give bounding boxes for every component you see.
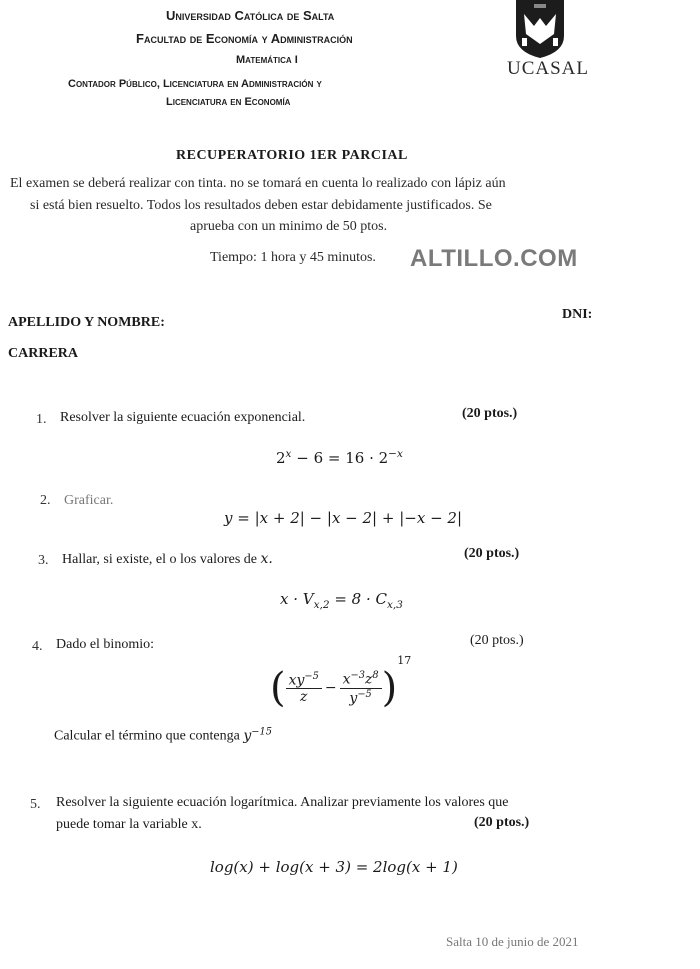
q3-points: (20 ptos.) bbox=[464, 546, 520, 561]
q5-text-line1: Resolver la siguiente ecuación logarítmica. Analizar previamente los valores que bbox=[56, 795, 509, 810]
logo-wordmark: UCASAL bbox=[507, 58, 590, 79]
q3-equation: $x \cdot V_{x,2} = 8 \cdot C_{x,3}$ bbox=[280, 590, 403, 611]
q2-number: 2. bbox=[40, 493, 51, 508]
q5-number: 5. bbox=[30, 797, 41, 812]
programs-line2: Licenciatura en Economía bbox=[166, 96, 291, 108]
q4-binomial: ( $\frac{xy^{-5}}{z}$ − $\frac{x^{-3}z^8}{y^{-5}}$ )$^{17}$ bbox=[270, 654, 412, 711]
instructions-line3: aprueba con un minimo de 50 ptos. bbox=[190, 219, 388, 234]
q4-followup: Calcular el término que contenga $y^{-15}$ bbox=[54, 726, 272, 744]
q2-equation: y = |x + 2| − |x − 2| + |−x − 2| bbox=[224, 509, 463, 527]
instructions-line1: El examen se deberá realizar con tinta. no se tomará en cuenta lo realizado con lápiz aún bbox=[10, 176, 506, 191]
university-shield-logo bbox=[514, 0, 566, 58]
q1-points: (20 ptos.) bbox=[462, 406, 518, 421]
time-limit: Tiempo: 1 hora y 45 minutos. bbox=[210, 250, 376, 265]
dni-label: DNI: bbox=[562, 307, 593, 322]
name-label: APELLIDO Y NOMBRE: bbox=[8, 315, 165, 330]
q3-text: Hallar, si existe, el o los valores de x. bbox=[62, 551, 273, 567]
q4-points: (20 ptos.) bbox=[470, 633, 524, 648]
exam-title: RECUPERATORIO 1ER PARCIAL bbox=[176, 148, 408, 163]
q4-text: Dado el binomio: bbox=[56, 637, 154, 652]
course-name: Matemática I bbox=[236, 54, 298, 66]
watermark: ALTILLO.COM bbox=[410, 245, 578, 272]
q3-number: 3. bbox=[38, 553, 49, 568]
q5-text-line2: puede tomar la variable x. bbox=[56, 817, 202, 832]
instructions-line2: si está bien resuelto. Todos los resultados deben estar debidamente justificados. Se bbox=[30, 198, 492, 213]
programs-line1: Contador Público, Licenciatura en Administración y bbox=[68, 78, 322, 90]
faculty-name: Facultad de Economía y Administración bbox=[136, 31, 353, 46]
university-name: Universidad Católica de Salta bbox=[166, 8, 335, 23]
q5-equation: log(x) + log(x + 3) = 2log(x + 1) bbox=[210, 858, 458, 876]
q1-number: 1. bbox=[36, 412, 47, 427]
q5-points: (20 ptos.) bbox=[474, 815, 530, 830]
q1-text: Resolver la siguiente ecuación exponencial. bbox=[60, 410, 306, 425]
career-label: CARRERA bbox=[8, 346, 78, 361]
q4-number: 4. bbox=[32, 639, 43, 654]
q1-equation: $2^x - 6 = 16 \cdot 2^{-x}$ bbox=[276, 448, 403, 467]
q2-text: Graficar. bbox=[64, 493, 114, 508]
exam-date: Salta 10 de junio de 2021 bbox=[446, 934, 579, 949]
